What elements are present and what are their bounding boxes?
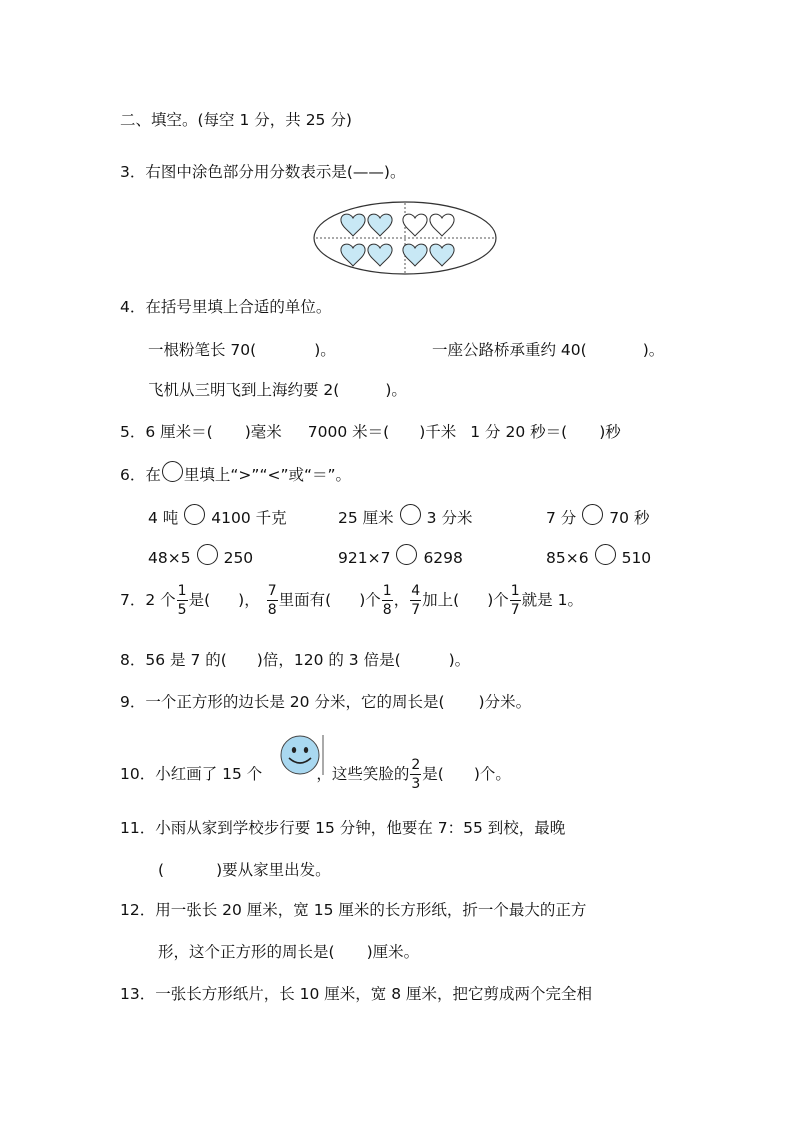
question-number: 12． [120, 901, 156, 919]
fraction: $\frac{1}{8}$ [382, 583, 392, 618]
question-12-line-2: 形，这个正方形的周长是( )厘米。 [158, 943, 420, 961]
question-number: 9． [120, 693, 146, 711]
heart-ellipse-figure [312, 200, 498, 276]
q6-compare: 25 厘米 3 分米 [338, 506, 472, 529]
question-number: 5． [120, 423, 146, 441]
q4-item-a: 一根粉笔长 70( )。 [148, 341, 336, 359]
question-5: 5．6 厘米＝( )毫米 7000 米＝( )千米 1 分 20 秒＝( )秒 [120, 423, 621, 441]
q6-compare: 7 分 70 秒 [546, 506, 649, 529]
circle-icon [162, 461, 183, 482]
question-3 [120, 160, 405, 182]
question-text: 在括号里填上合适的单位。 [145, 298, 332, 316]
question-number: 11． [120, 819, 156, 837]
question-9: 9．一个正方形的边长是 20 分米，它的周长是( )分米。 [120, 693, 532, 711]
question-6: 6．在 里填上“>”“<”或“＝”。 [120, 463, 351, 486]
question-12: 12．用一张长 20 厘米，宽 15 厘米的长方形纸，折一个最大的正方 [120, 901, 587, 919]
question-number: 6． [120, 466, 146, 484]
question-11: 11．小雨从家到学校步行要 15 分钟，他要在 7：55 到校，最晚 [120, 819, 566, 837]
question-number: 8． [120, 651, 146, 669]
compare-circle[interactable] [184, 504, 205, 525]
q6-compare: 48×5 250 [148, 548, 253, 569]
question-13: 13．一张长方形纸片，长 10 厘米，宽 8 厘米，把它剪成两个完全相 [120, 985, 593, 1003]
compare-circle[interactable] [400, 504, 421, 525]
question-11-line-2: ( )要从家里出发。 [158, 861, 331, 879]
q6-compare: 85×6 510 [546, 548, 651, 569]
question-8: 8．56 是 7 的( )倍，120 的 3 倍是( )。 [120, 651, 471, 669]
question-number: 7． [120, 591, 146, 609]
q4-item-b: 一座公路桥承重约 40( )。 [432, 341, 665, 359]
question-text: 右图中涂色部分用分数表示是(——)。 [145, 163, 406, 181]
q4-item-c: 飞机从三明飞到上海约要 2( )。 [148, 381, 407, 399]
question-4 [120, 295, 331, 317]
compare-circle[interactable] [396, 544, 417, 565]
section-title: 二、填空。(每空 1 分，共 25 分) [120, 111, 352, 129]
question-10: 10．小红画了 15 个 ，这些笑脸的 $\frac{2}{3}$ 是( )个。 [120, 757, 511, 792]
compare-circle[interactable] [595, 544, 616, 565]
fraction: $\frac{1}{7}$ [510, 583, 520, 618]
fraction: $\frac{4}{7}$ [411, 583, 421, 618]
question-number: 13． [120, 985, 156, 1003]
question-7: 7．2 个 $\frac{1}{5}$ 是( )， $\frac{7}{8}$ 里面有( )个 $\frac{1}{8}$ ， $\frac{4}{7}$ 加上( )个 $\frac{1}{7}$ 就是 1。 [120, 583, 583, 618]
compare-circle[interactable] [582, 504, 603, 525]
fraction: $\frac{1}{5}$ [177, 583, 187, 618]
question-number: 10． [120, 765, 156, 783]
question-number: 3． [120, 163, 146, 181]
fraction: $\frac{7}{8}$ [267, 583, 277, 618]
q6-compare: 4 吨 4100 千克 [148, 506, 287, 529]
q6-compare: 921×7 6298 [338, 548, 463, 569]
smiley-face-icon [279, 733, 325, 777]
compare-circle[interactable] [197, 544, 218, 565]
question-number: 4． [120, 298, 146, 316]
fraction: $\frac{2}{3}$ [411, 757, 421, 792]
